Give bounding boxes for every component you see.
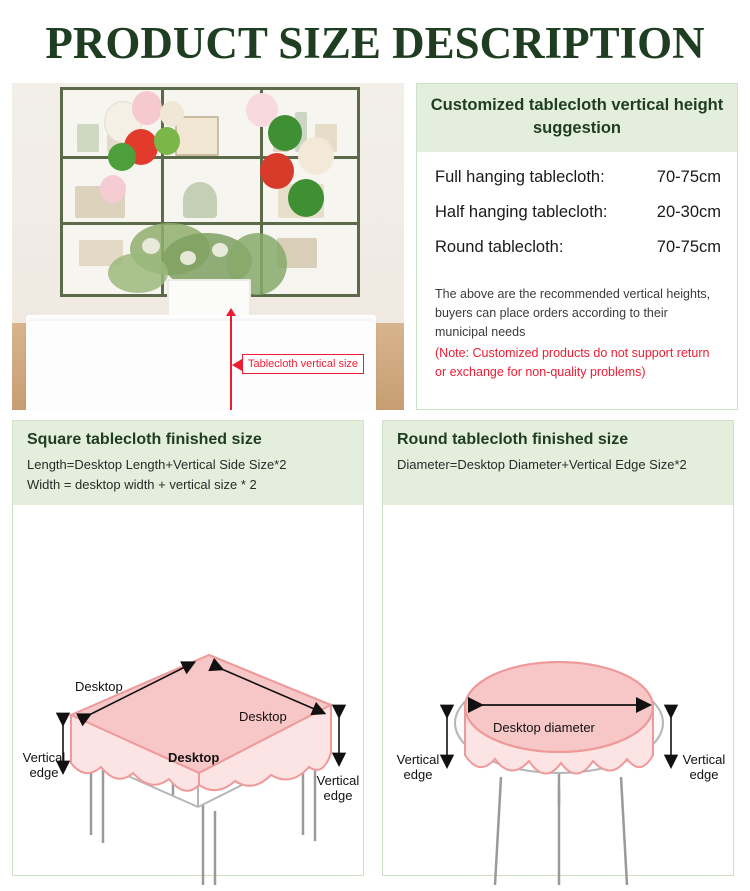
note-text-warning: (Note: Customized products do not support return or exchange for non-quality problems) [435,346,710,379]
label-vertical-edge-right: Vertical edge [316,773,360,803]
spec-value: 70-75cm [656,238,721,256]
label-vertical-edge-right: Vertical edge [682,752,726,782]
product-photo [12,83,404,410]
balloon [132,91,162,125]
callout-arrow-icon [232,359,242,371]
page-title: PRODUCT SIZE DESCRIPTION [45,18,705,68]
spec-value: 70-75cm [656,168,721,186]
square-tablecloth-panel [12,420,364,876]
square-panel-title: Square tablecloth finished size [27,431,262,448]
top-section [12,83,738,413]
square-panel-header [13,421,363,505]
bottom-section [12,420,738,878]
round-panel-header [383,421,733,505]
balloon [160,101,184,127]
round-panel-title: Round tablecloth finished size [397,431,629,448]
round-panel-formula-spacer [397,475,723,495]
round-panel-diagram [383,505,733,885]
vertical-height-suggestion-panel [416,83,738,410]
vertical-size-callout: Tablecloth vertical size [242,354,364,374]
spec-label: Half hanging tablecloth: [435,203,608,221]
round-tablecloth-panel [382,420,734,876]
info-panel-heading: Customized tablecloth vertical height suggestion [417,84,737,152]
round-table-illustration [383,505,733,885]
label-desktop-diameter: Desktop diameter [493,720,595,735]
balloon [260,153,294,189]
info-panel-specs [417,152,737,277]
spec-row [435,238,727,257]
spec-row [435,168,727,187]
square-table-illustration [13,505,363,885]
label-desktop-top-left: Desktop [75,679,123,694]
square-panel-formula-1: Length=Desktop Length+Vertical Side Size*2 [27,457,287,472]
spec-label: Full hanging tablecloth: [435,168,605,186]
balloon [268,115,302,151]
balloon [108,143,136,171]
balloon [100,175,126,203]
square-panel-diagram [13,505,363,885]
info-panel-note [417,285,737,382]
label-vertical-edge-left: Vertical edge [396,752,440,782]
round-panel-formula-1: Diameter=Desktop Diameter+Vertical Edge Size*2 [397,457,687,472]
label-vertical-edge-left: Vertical edge [22,750,66,780]
label-desktop-center: Desktop [168,750,220,765]
balloon [298,137,334,175]
balloon [288,179,324,217]
spec-row [435,203,727,222]
note-text: The above are the recommended vertical heights, buyers can place orders according to their municipal needs [435,287,711,339]
spec-value: 20-30cm [656,203,721,221]
label-desktop-top-right: Desktop [239,709,287,724]
square-panel-formula-2: Width = desktop width + vertical size * 2 [27,477,257,492]
spec-label: Round tablecloth: [435,238,564,256]
balloon [154,127,180,155]
